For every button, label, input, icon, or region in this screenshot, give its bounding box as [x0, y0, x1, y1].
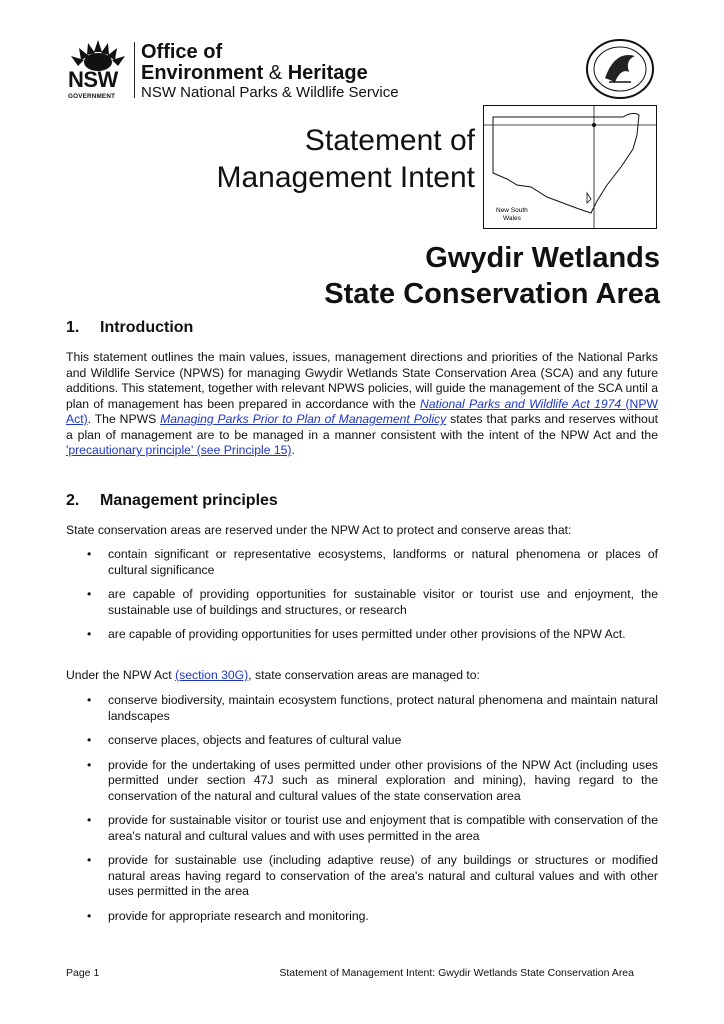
list-item: • provide for sustainable visitor or tourist use and enjoyment that is compatible with conservation of the area's natural and cultural values and with uses permitted in the area [66, 813, 658, 844]
list-item: • provide for appropriate research and monitoring. [66, 909, 658, 925]
org-name-line3: NSW National Parks & Wildlife Service [141, 84, 399, 101]
npw-act-link[interactable]: National Parks and Wildlife Act 1974 (NPW Act) [66, 396, 658, 426]
managing-parks-policy-link[interactable]: Managing Parks Prior to Plan of Management Policy [160, 412, 447, 426]
precautionary-principle-link[interactable]: 'precautionary principle' (see Principle 15) [66, 443, 292, 457]
list-item: • provide for sustainable use (including adaptive reuse) of any buildings or structures or modified natural areas having regard to conservation of the area's natural and cultural values and with other uses permitted in the area [66, 853, 658, 900]
page-title: Gwydir Wetlands State Conservation Area [324, 242, 660, 310]
introduction-paragraph: This statement outlines the main values, issues, management directions and priorities of the National Parks and Wildlife Service (NPWS) for managing Gwydir Wetlands State Conservation Area (SCA) and any future additions. This statement, together with relevant NPWS policies, will guide the management of the SCA until a plan of management has been prepared in accordance with the National Parks and Wildlife Act 1974 (NPW Act). The NPWS Managing Parks Prior to Plan of Management Policy states that parks and reserves without a plan of management are to be managed in a manner consistent with the intent of the NPW Act and the 'precautionary principle' (see Principle 15). [66, 350, 658, 457]
section-30g-link[interactable]: (section 30G) [175, 668, 249, 682]
management-objectives-list [66, 693, 658, 933]
list-item: • provide for the undertaking of uses permitted under other provisions of the NPW Act (including uses permitted under section 47J such as mineral exploration and mining), having regard to the conservation of the natural and cultural values of the state conservation area [66, 758, 658, 805]
list-item: • conserve biodiversity, maintain ecosystem functions, protect natural phenomena and maintain natural landscapes [66, 693, 658, 724]
org-name-line2: Environment & Heritage [141, 62, 368, 84]
header-divider [134, 42, 135, 98]
page-number: Page 1 [66, 967, 100, 979]
nsw-locator-map [483, 105, 657, 229]
running-footer-title: Statement of Management Intent: Gwydir Wetlands State Conservation Area [279, 967, 634, 979]
list-item: • are capable of providing opportunities for sustainable visitor or tourist use and enjoyment, the sustainable use of buildings and structures, or research [66, 587, 658, 618]
map-label-line2: Wales [503, 215, 521, 222]
government-wordmark: GOVERNMENT [68, 93, 116, 100]
list-item: • conserve places, objects and features of cultural value [66, 733, 658, 749]
management-principles-intro: State conservation areas are reserved under the NPW Act to protect and conserve areas that: [66, 523, 572, 537]
section-heading-management-principles: 2. Management principles [66, 492, 278, 509]
npws-seal-icon [585, 38, 655, 100]
management-objectives-intro: Under the NPW Act (section 30G), state conservation areas are managed to: [66, 668, 480, 682]
section-heading-introduction: 1. Introduction [66, 319, 194, 336]
list-item: • contain significant or representative ecosystems, landforms or natural phenomena or places of cultural significance [66, 547, 658, 578]
reservation-purposes-list [66, 547, 658, 652]
list-item: • are capable of providing opportunities for uses permitted under other provisions of the NPW Act. [66, 627, 658, 643]
org-name-line1: Office of [141, 41, 223, 63]
nsw-wordmark: NSW [68, 67, 118, 92]
map-label-line1: New South [496, 207, 528, 214]
document-type-heading: Statement of Management Intent [216, 124, 475, 194]
nsw-government-logo [66, 38, 130, 102]
